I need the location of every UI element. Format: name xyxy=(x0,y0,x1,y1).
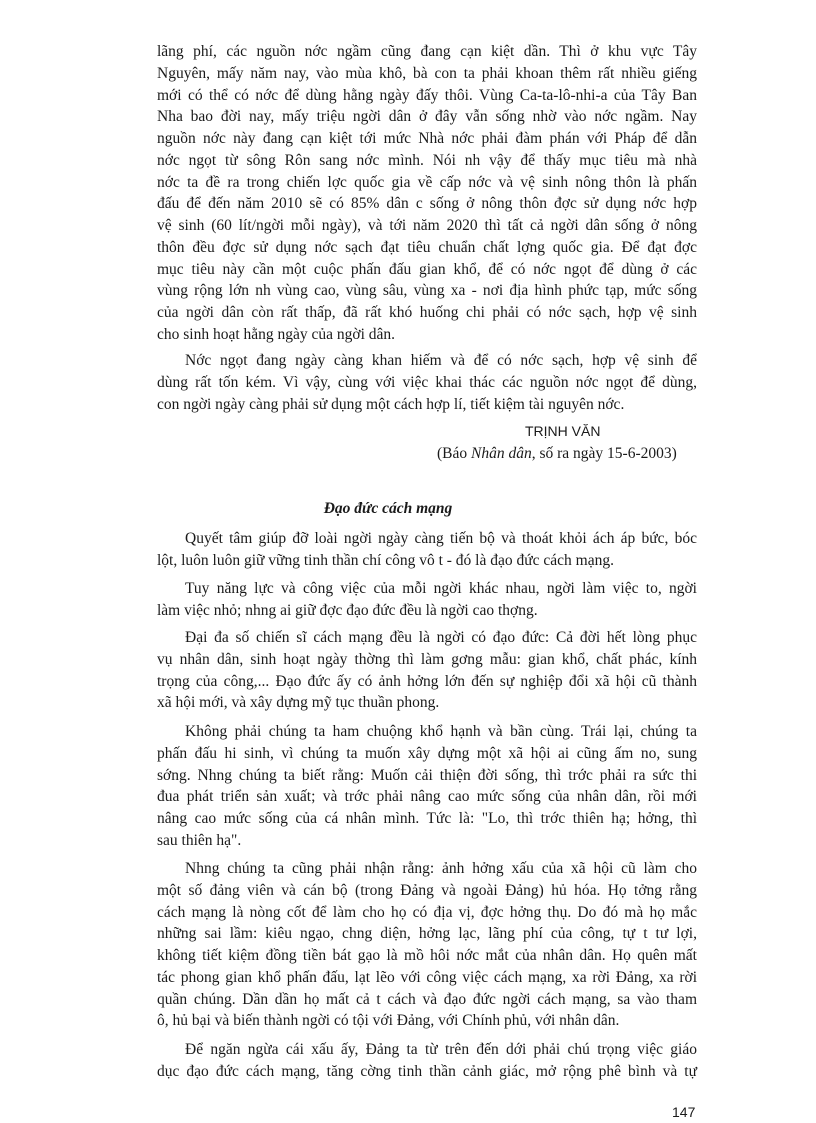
text-line: Để ngăn ngừa cái xấu ấy, Đảng ta từ trên đến dới phải chú trọng việc giáo xyxy=(185,1041,697,1058)
text-line: cách mạng là nòng cốt để làm cho họ có địa vị, đợc hởng thụ. Do đó mà họ mắc xyxy=(157,903,697,921)
text-line: vệ sinh (60 lít/ngời mỗi ngày), và tới năm 2020 thì tất cả ngời dân sống ở nông xyxy=(157,217,697,234)
text-line: những sai lầm: kiêu ngạo, chng diện, hởng lạc, lãng phí của công, tự t tư lợi, xyxy=(157,925,697,943)
text-line: Nguyên, mấy năm nay, vào mùa khô, bà con ta phải khoan thêm rất nhiều giếng xyxy=(157,64,697,82)
text-line: Nớc ngọt đang ngày càng khan hiếm và để có nớc sạch, hợp vệ sinh để xyxy=(185,352,697,369)
text-line: Nha bao đời nay, mấy triệu ngời dân ở đây vẫn sống nhờ vào nớc ngầm. Nay xyxy=(157,108,697,126)
text-line: làm việc nhỏ; nhng ai giữ đợc đạo đức đều là ngời cao thợng. xyxy=(157,601,538,619)
text-line: sớng. Nhng chúng ta biết rằng: Muốn cải thiện đời sống, thì trớc phải ra sức thi xyxy=(157,766,697,784)
text-line: Không phải chúng ta ham chuộng khổ hạnh và bần cùng. Trái lại, chúng ta xyxy=(185,723,697,740)
text-line: dục đạo đức cách mạng, tăng cờng tinh thần cảnh giác, mở rộng phê bình và tự xyxy=(157,1062,697,1080)
text-line: mới có thể có nớc để dùng hằng ngày đấy thôi. Vùng Ca-ta-lô-nhi-a của Tây Ban xyxy=(157,86,697,104)
section-title: Đạo đức cách mạng xyxy=(323,500,453,517)
text-line: trọng của công,... Đạo đức ấy có ảnh hởng lớn đến sự nghiệp đổi xã hội cũ thành xyxy=(157,672,697,690)
text-line: sau thiên hạ". xyxy=(157,831,242,849)
text-line: đấu để đến năm 2010 sẽ có 85% dân c sống ở nông thôn đợc sử dụng nớc hợp xyxy=(157,195,697,213)
text-line: xã hội mới, và xây dựng mỹ tục thuần phong. xyxy=(157,694,440,712)
text-line: Nhng chúng ta cũng phải nhận rằng: ảnh hởng xấu của xã hội cũ làm cho xyxy=(185,860,697,877)
author-signature: TRỊNH VĂN xyxy=(525,423,601,439)
text-line: của ngời dân còn rất thấp, đã rất khó huống chi phải có nớc sạch, hợp vệ sinh xyxy=(157,304,697,321)
text-line: vụ nhân dân, sinh hoạt ngày thờng thì làm gơng mẫu: gian khổ, chất phác, kính xyxy=(157,650,697,668)
text-line: vùng rộng lớn nh vùng cao, vùng sâu, vùng xa - nơi địa hình phức tạp, mức sống xyxy=(157,282,697,300)
text-line: phấn đấu hi sinh, vì chúng ta muốn xây dựng một xã hội ai cũng ấm no, sung xyxy=(157,744,697,762)
text-line: dùng rất tốn kém. Vì vậy, cùng với việc khai thác các nguồn nớc ngọt để dùng, xyxy=(157,373,697,391)
text-line: lột, luôn luôn giữ vững tinh thần chí công vô t - đó là đạo đức cách mạng. xyxy=(157,551,614,569)
text-line: nớc ta đề ra trong chiến lợc quốc gia về cấp nớc và vệ sinh nông thôn là phấn xyxy=(157,173,697,191)
text-line: Quyết tâm giúp đỡ loài ngời ngày càng tiến bộ và thoát khỏi ách áp bức, bóc xyxy=(185,530,697,547)
page-number: 147 xyxy=(672,1104,696,1120)
text-line: Tuy năng lực và công việc của mỗi ngời khác nhau, ngời làm việc to, ngời xyxy=(185,580,697,597)
text-line: cho sinh hoạt hằng ngày của ngời dân. xyxy=(157,325,396,343)
text-line: không tiết kiệm đồng tiền bát gạo là mồ hôi nớc mắt của nhân dân. Họ quên mất xyxy=(157,947,697,964)
text-line: nớc ngọt từ sông Rôn sang nớc mình. Nói nh vậy để thấy mục tiêu mà nhà xyxy=(157,151,697,169)
text-line: Đại đa số chiến sĩ cách mạng đều là ngời có đạo đức: Cả đời hết lòng phục xyxy=(185,629,697,646)
text-line: một số đảng viên và cán bộ (trong Đảng và ngoài Đảng) hủ hóa. Họ tởng rằng xyxy=(157,881,697,899)
source-citation: (Báo Nhân dân, số ra ngày 15-6-2003) xyxy=(437,445,677,462)
text-line: quần chúng. Dần dần họ mất cả t cách và đạo đức ngời cách mạng, sa vào tham xyxy=(157,990,697,1008)
text-line: đua phát triển sản xuất; và trớc phải nâng cao mức sống của nhân dân, rồi mới xyxy=(157,788,697,806)
text-line: thôn đều đợc sử dụng nớc sạch đạt tiêu chuẩn chất lợng quốc gia. Để đạt đợc xyxy=(157,238,697,256)
text-line: con ngời ngày càng phải sử dụng một cách hợp lí, tiết kiệm tài nguyên nớc. xyxy=(157,395,625,413)
text-line: nâng cao mức sống của cá nhân mình. Tức là: "Lo, thì trớc thiên hạ; hởng, thì xyxy=(157,810,697,827)
text-line: mục tiêu này cần một cuộc phấn đấu gian khổ, để có nớc ngọt để dùng ở các xyxy=(157,260,697,278)
text-line: ô, hủ bại và biến thành ngời có tội với Đảng, với Chính phủ, với nhân dân. xyxy=(157,1012,620,1030)
text-line: nguồn nớc này đang cạn kiệt tới mức Nhà nớc phải đàm phán với Pháp để dẫn xyxy=(157,130,697,147)
text-line: lãng phí, các nguồn nớc ngầm cũng đang cạn kiệt dần. Thì ở khu vực Tây xyxy=(157,43,697,60)
text-line: tác phong gian khổ phấn đấu, lạt lẽo với công việc cách mạng, xa rời Đảng, xa rời xyxy=(157,968,697,986)
